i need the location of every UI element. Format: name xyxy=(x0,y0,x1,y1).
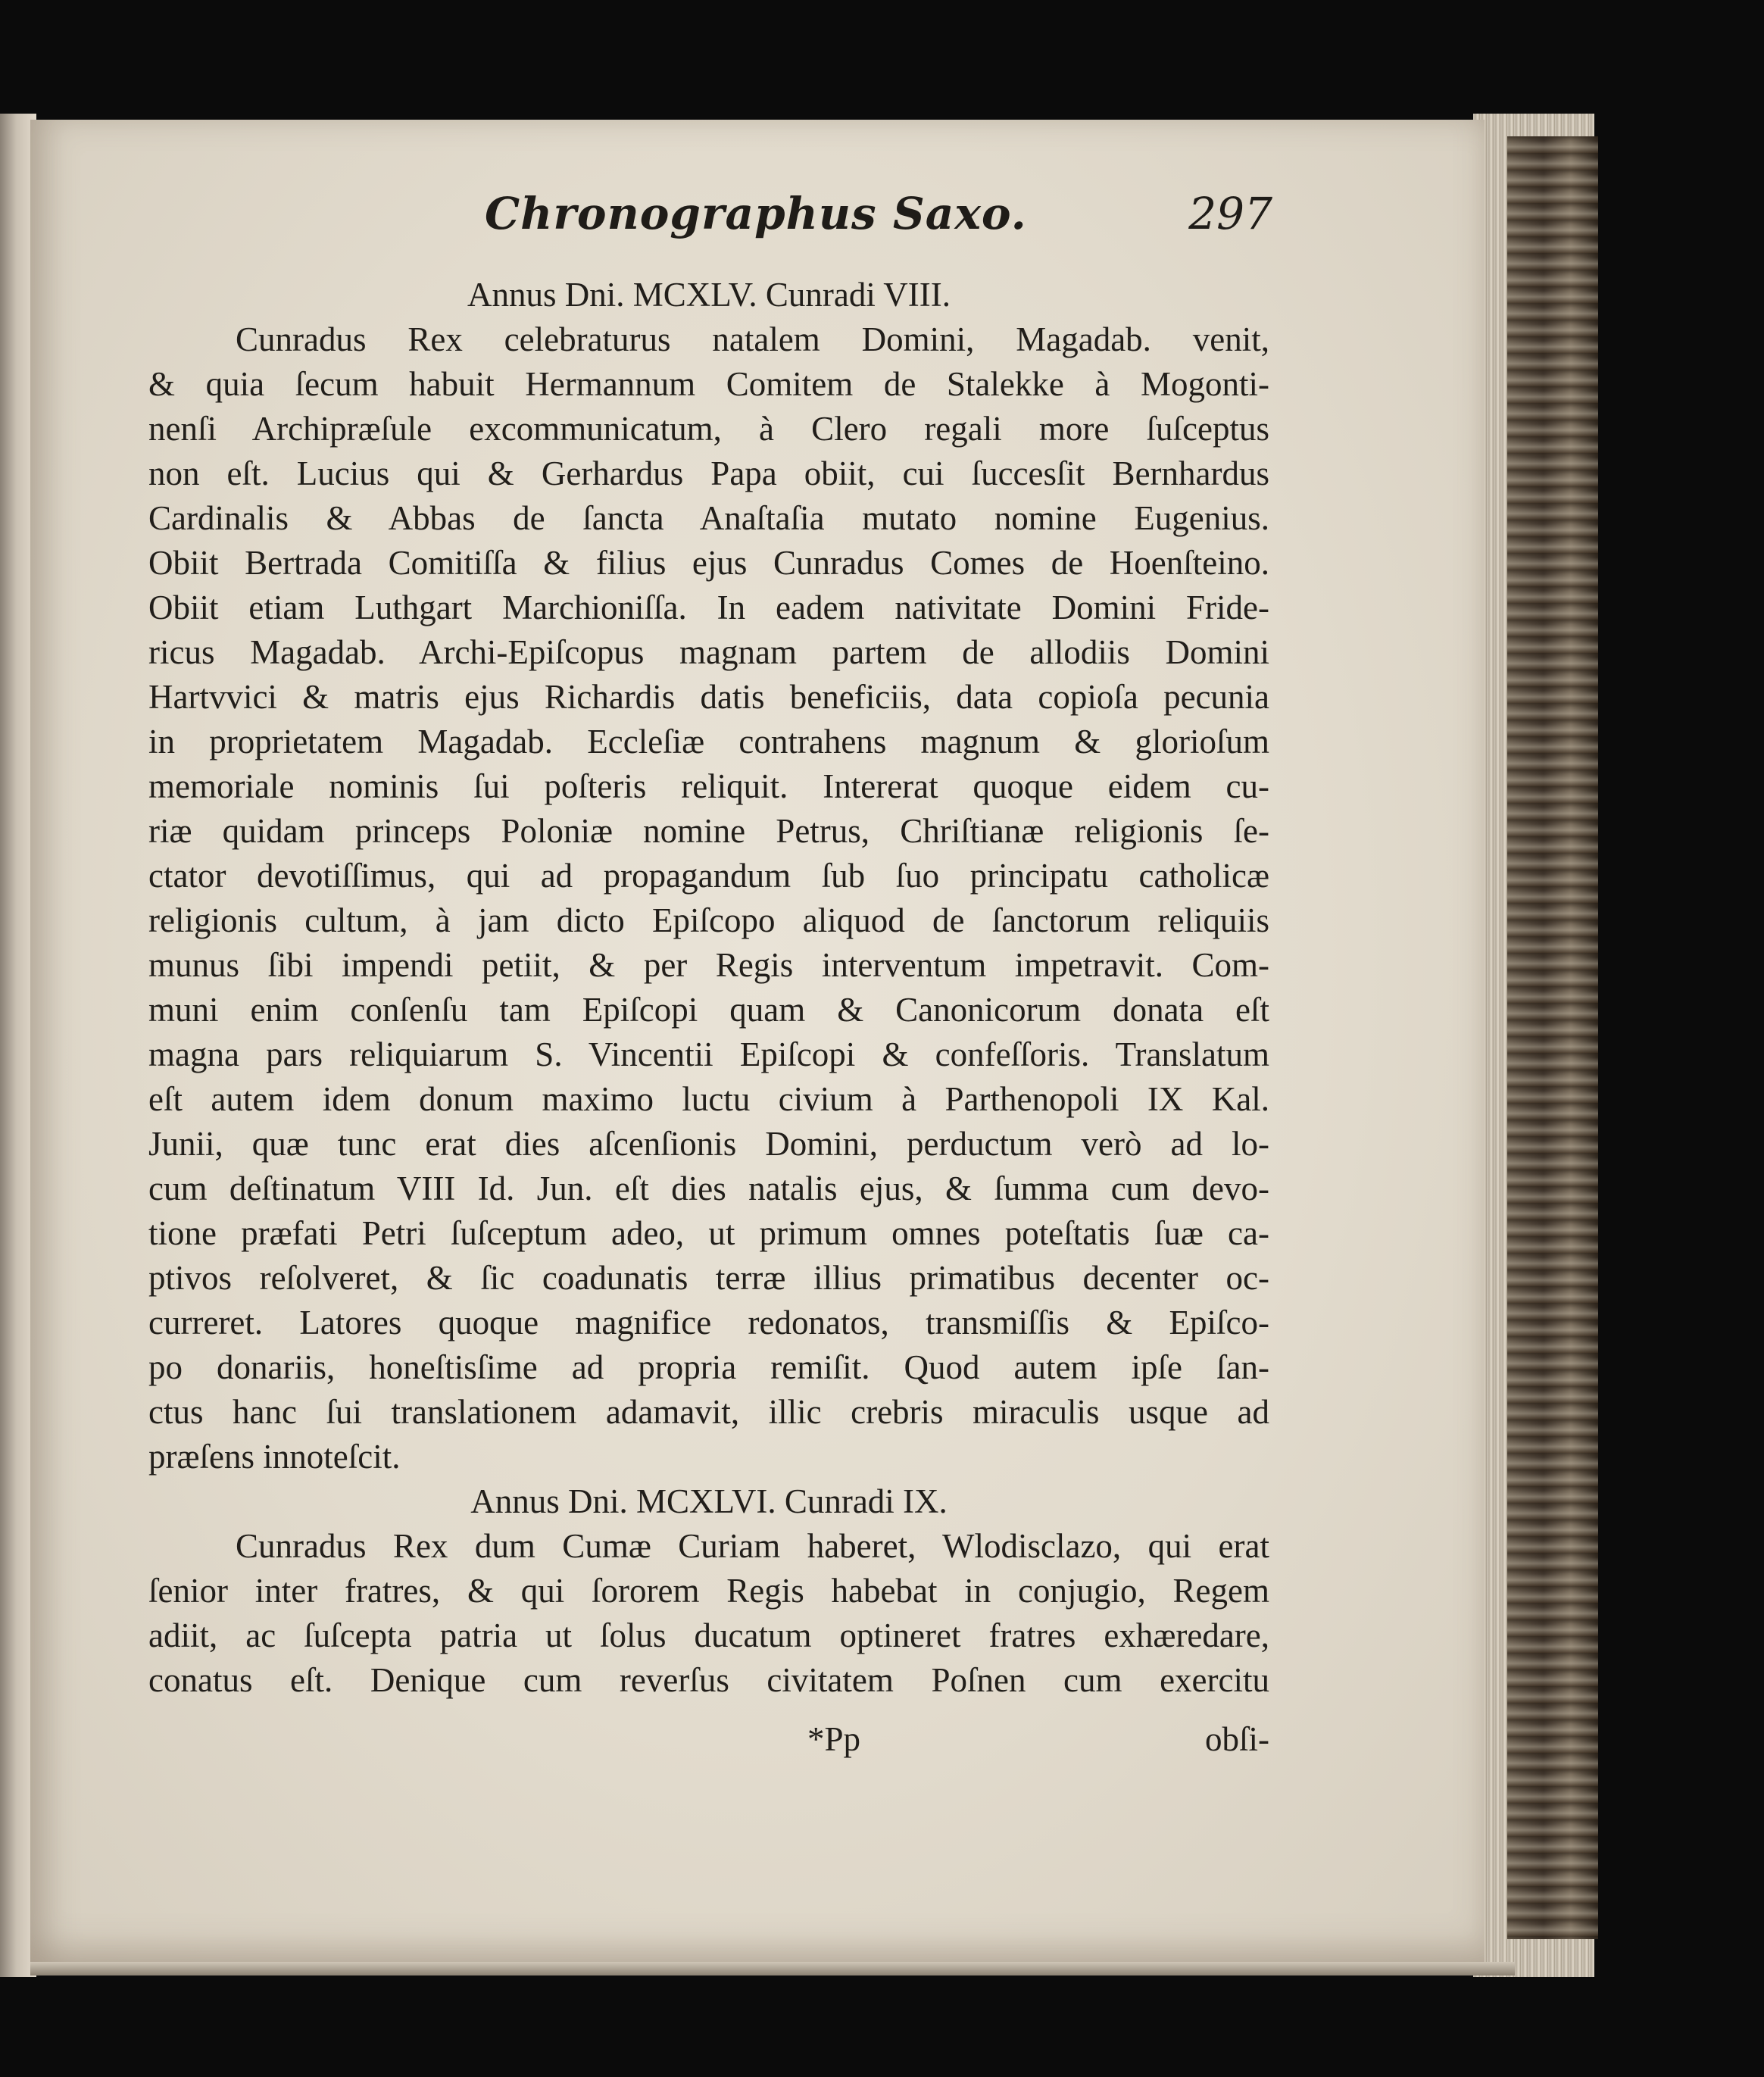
text-line: eſt autem idem donum maximo luctu civium à Parthenopoli IX Kal. xyxy=(148,1080,1269,1118)
text-line: conatus eſt. Denique cum reverſus civitatem Poſnen cum exercitu xyxy=(148,1661,1269,1699)
text-line: munus ſibi impendi petiit, & per Regis interventum impetravit. Com- xyxy=(148,946,1269,984)
year-heading-1145: Annus Dni. MCXLV. Cunradi VIII. xyxy=(467,276,951,314)
text-line: memoriale nominis ſui poſteris reliquit. Intererat quoque eidem cu- xyxy=(148,767,1269,805)
text-line: tione præfati Petri ſuſceptum adeo, ut primum omnes poteſtatis ſuæ ca- xyxy=(148,1214,1269,1252)
text-line: ſenior inter fratres, & qui ſororem Regis habebat in conjugio, Regem xyxy=(148,1572,1269,1610)
page-number: 297 xyxy=(1188,188,1272,239)
page-footer xyxy=(148,1719,1269,1765)
text-line: cum deſtinatum VIII Id. Jun. eſt dies natalis ejus, & ſumma cum devo- xyxy=(148,1170,1269,1207)
text-line: curreret. Latores quoque magnifice redonatos, transmiſſis & Epiſco- xyxy=(148,1304,1269,1341)
text-line: muni enim conſenſu tam Epiſcopi quam & Canonicorum donata eſt xyxy=(148,991,1269,1029)
text-line: ctus hanc ſui translationem adamavit, illic crebris miraculis usque ad xyxy=(148,1393,1269,1431)
text-line: adiit, ac ſuſcepta patria ut ſolus ducatum optineret fratres exhæredare, xyxy=(148,1616,1269,1654)
text-line: ctator devotiſſimus, qui ad propagandum ſub ſuo principatu catholicæ xyxy=(148,857,1269,895)
text-line: præſens innoteſcit. xyxy=(148,1438,401,1476)
catchword: obſi- xyxy=(1205,1720,1269,1758)
page-header xyxy=(485,188,1272,256)
text-block xyxy=(148,273,1269,1703)
text-line: riæ quidam princeps Poloniæ nomine Petrus, Chriſtianæ religionis ſe- xyxy=(148,812,1269,850)
text-line: Junii, quæ tunc erat dies aſcenſionis Domini, perductum verò ad lo- xyxy=(148,1125,1269,1163)
text-line: ptivos reſolveret, & ſic coadunatis terræ illius primatibus decenter oc- xyxy=(148,1259,1269,1297)
running-title: Chronographus Saxo. xyxy=(485,188,1027,239)
signature-mark: *Pp xyxy=(807,1720,861,1758)
text-line: & quia ſecum habuit Hermannum Comitem de Stalekke à Mogonti- xyxy=(148,365,1269,403)
book-spine xyxy=(1507,136,1598,1939)
text-line: in proprietatem Magadab. Eccleſiæ contrahens magnum & glorioſum xyxy=(148,723,1269,761)
text-line: ricus Magadab. Archi-Epiſcopus magnam partem de allodiis Domini xyxy=(148,633,1269,671)
text-line: magna pars reliquiarum S. Vincentii Epiſcopi & confeſſoris. Translatum xyxy=(148,1035,1269,1073)
text-line: Cardinalis & Abbas de ſancta Anaſtaſia mutato nomine Eugenius. xyxy=(148,499,1269,537)
text-line: non eſt. Lucius qui & Gerhardus Papa obiit, cui ſuccesſit Bernhardus xyxy=(148,454,1269,492)
text-line: Obiit etiam Luthgart Marchioniſſa. In eadem nativitate Domini Fride- xyxy=(148,589,1269,626)
text-line: Hartvvici & matris ejus Richardis datis beneficiis, data copioſa pecunia xyxy=(148,678,1269,716)
text-line: nenſi Archipræſule excommunicatum, à Clero regali more ſuſceptus xyxy=(148,410,1269,448)
text-line: Obiit Bertrada Comitiſſa & filius ejus Cunradus Comes de Hoenſteino. xyxy=(148,544,1269,582)
page-bottom-edge xyxy=(30,1962,1515,1975)
text-line: po donariis, honeſtisſime ad propria remiſit. Quod autem ipſe ſan- xyxy=(148,1348,1269,1386)
year-heading-1146: Annus Dni. MCXLVI. Cunradi IX. xyxy=(470,1482,948,1520)
text-line: Cunradus Rex celebraturus natalem Domini, Magadab. venit, xyxy=(236,320,1269,358)
text-line: religionis cultum, à jam dicto Epiſcopo aliquod de ſanctorum reliquiis xyxy=(148,901,1269,939)
text-line: Cunradus Rex dum Cumæ Curiam haberet, Wlodisclazo, qui erat xyxy=(236,1527,1269,1565)
